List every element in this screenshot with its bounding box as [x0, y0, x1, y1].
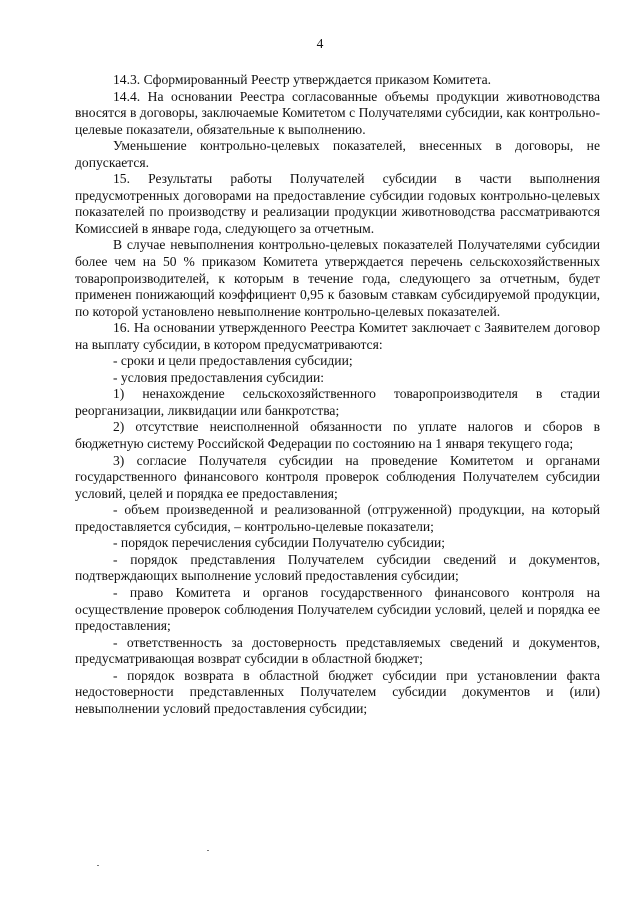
list-item-return-procedure: - порядок возврата в областной бюджет субсидии при установлении факта недостоверности представленных Получателем субсидии документов и (или) невыполнении условий предоставления субсидии; [75, 667, 600, 716]
page-number: 4 [316, 36, 324, 51]
list-item-responsibility: - ответственность за достоверность представляемых сведений и документов, предусматривающая возврат субсидии в областной бюджет; [75, 634, 600, 667]
condition-2: 2) отсутствие неисполненной обязанности по уплате налогов и сборов в бюджетную систему Российской Федерации по состоянию на 1 января текущего года; [75, 419, 600, 452]
condition-3: 3) согласие Получателя субсидии на проведение Комитетом и органами государственного финансового контроля проверок соблюдения Получателем субсидии условий, целей и порядка ее предоставления; [75, 452, 600, 501]
paragraph-reduction-prohibited: Уменьшение контрольно-целевых показателей, внесенных в договоры, не допускается. [75, 138, 600, 170]
paragraph-14-3: 14.3. Сформированный Реестр утверждается приказом Комитета. [113, 72, 492, 87]
list-item-transfer-procedure: - порядок перечисления субсидии Получателю субсидии; [113, 535, 446, 551]
list-item-volume: - объем произведенной и реализованной (отгруженной) продукции, на который предоставляется субсидия, – контрольно-целевые показатели; [75, 502, 600, 534]
paragraph-16: 16. На основании утвержденного Реестра Комитет заключает с Заявителем договор на выплату субсидии, в котором предусматриваются: [75, 320, 600, 352]
list-item-conditions: - условия предоставления субсидии: [113, 369, 325, 385]
document-body [75, 72, 600, 717]
list-item-terms-goals: - сроки и цели предоставления субсидии; [113, 353, 353, 369]
condition-1: 1) ненахождение сельскохозяйственного товаропроизводителя в стадии реорганизации, ликвидации или банкротства; [75, 386, 600, 418]
paragraph-14-4: 14.4. На основании Реестра согласованные объемы продукции животноводства вносятся в договоры, заключаемые Комитетом с Получателями субсидии, как контрольно-целевые показатели, обязательные к выполнению. [75, 88, 600, 137]
list-item-reporting-procedure: - порядок представления Получателем субсидии сведений и документов, подтверждающих выполнение условий предоставления субсидии; [75, 551, 600, 584]
list-item-inspection-right: - право Комитета и органов государственного финансового контроля на осуществление проверок соблюдения Получателем субсидии условий, целей и порядка ее предоставления; [75, 584, 600, 634]
paragraph-15: 15. Результаты работы Получателей субсидии в части выполнения предусмотренных договорами на предоставление субсидии годовых контрольно-целевых показателей по производству и реализации продукции животноводства рассматриваются Комиссией в январе года, следующего за отчетным. [75, 171, 600, 236]
scan-mark [97, 865, 99, 866]
scan-mark [207, 850, 209, 851]
paragraph-non-fulfillment: В случае невыполнения контрольно-целевых показателей Получателями субсидии более чем на 50 % приказом Комитета утверждается перечень сельскохозяйственных товаропроизводителей, к которым в течение года, следующего за отчетным, будет применен понижающий коэффициент 0,95 к базовым ставкам субсидируемой продукции, по которой установлено невыполнение контрольно-целевых показателей. [75, 237, 600, 319]
